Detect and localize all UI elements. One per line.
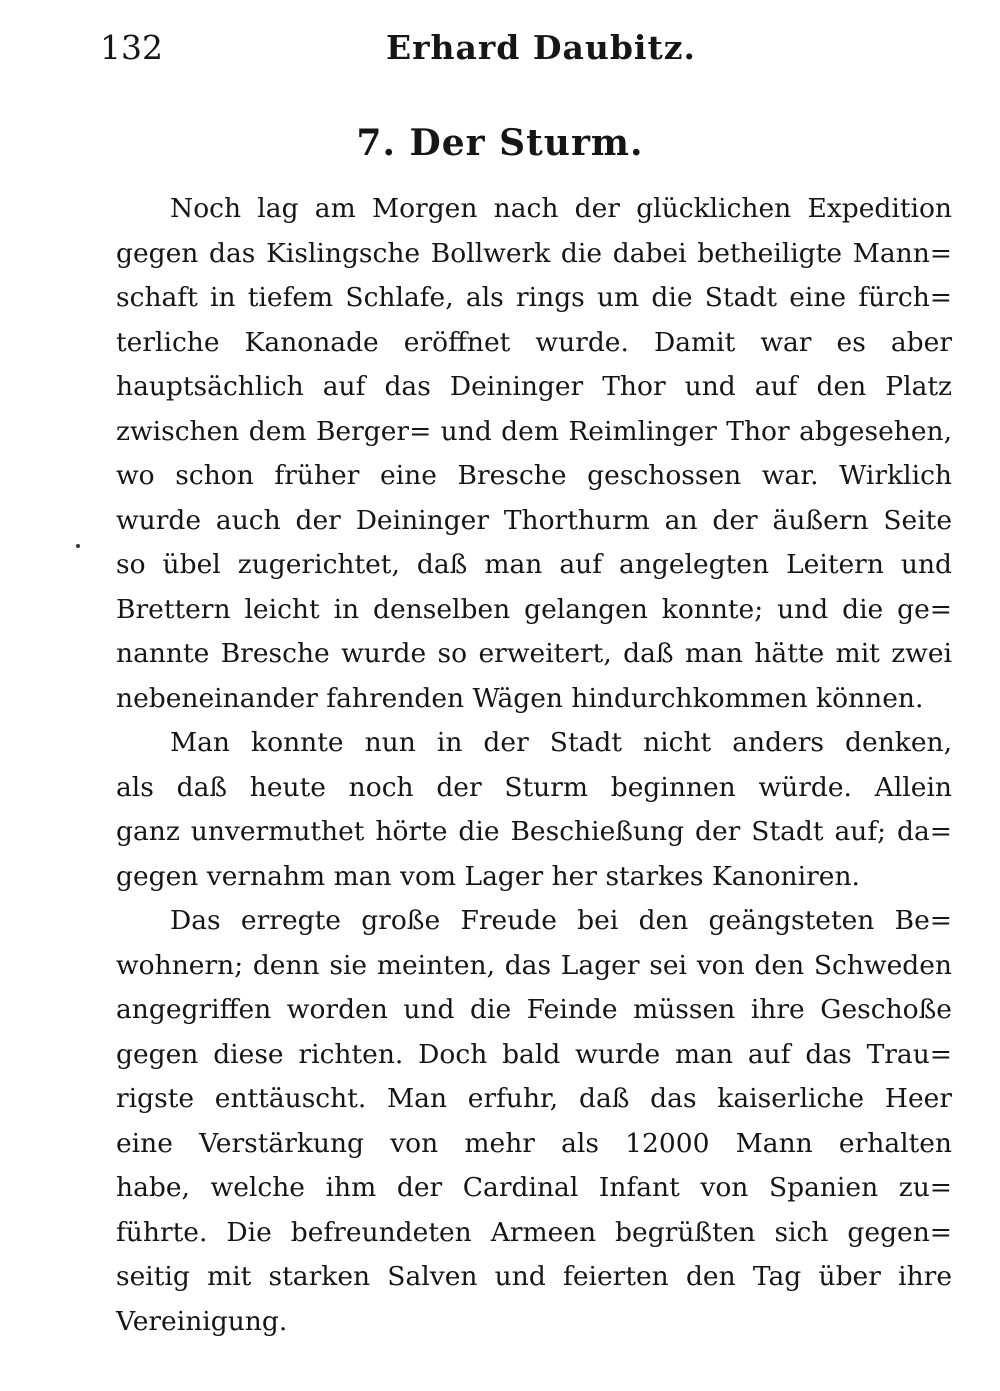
text-line: führte. Die befreundeten Armeen begrüßten sich gegen= [116,1216,952,1248]
text-line: nebeneinander fahrenden Wägen hindurchkommen können. [116,682,924,714]
text-line: Noch lag am Morgen nach der glücklichen Expedition [170,193,952,224]
text-line: hauptsächlich auf das Deininger Thor und auf den Platz [116,371,952,402]
text-line: wurde auch der Deininger Thorthurm an der äußern Seite [116,504,952,536]
paragraph-3 [116,899,952,1344]
text-line: Brettern leicht in denselben gelangen konnte; und die ge= [116,593,952,625]
text-line: Das erregte große Freude bei den geängsteten Be= [170,905,952,936]
running-title: Erhard Daubitz. [386,28,696,67]
text-line: Man konnte nun in der Stadt nicht anders denken, [170,727,952,758]
text-line: wohnern; denn sie meinten, das Lager sei von den Schweden [116,949,952,981]
text-line: seitig mit starken Salven und feierten den Tag über ihre [116,1261,952,1292]
margin-speck [76,544,80,548]
text-line: nannte Bresche wurde so erweitert, daß man hätte mit zwei [116,638,952,669]
text-line: rigste enttäuscht. Man erfuhr, daß das kaiserliche Heer [116,1083,952,1114]
chapter-title: 7. Der Sturm. [356,122,644,164]
page-number: 132 [100,28,163,67]
text-line: angegriffen worden und die Feinde müssen ihre Geschoße [116,994,952,1025]
text-line: schaft in tiefem Schlafe, als rings um die Stadt eine fürch= [116,282,952,313]
text-line: gegen das Kislingsche Bollwerk die dabei betheiligte Mann= [116,237,952,269]
text-line: eine Verstärkung von mehr als 12000 Mann erhalten [116,1127,952,1159]
text-line: gegen vernahm man vom Lager her starkes Kanoniren. [116,860,860,892]
body-text [116,187,952,1344]
paragraph-2 [116,721,952,899]
text-line: gegen diese richten. Doch bald wurde man auf das Trau= [116,1038,952,1070]
text-line: habe, welche ihm der Cardinal Infant von Spanien zu= [116,1172,952,1203]
text-line: zwischen dem Berger= und dem Reimlinger Thor abgesehen, [116,415,952,447]
text-line: wo schon früher eine Bresche geschossen war. Wirklich [116,460,952,491]
running-head [86,22,946,74]
text-line: als daß heute noch der Sturm beginnen würde. Allein [116,771,952,803]
paragraph-1 [116,187,952,721]
text-line: terliche Kanonade eröffnet wurde. Damit war es aber [116,326,952,358]
text-line: so übel zugerichtet, daß man auf angelegten Leitern und [116,549,952,580]
text-line: ganz unvermuthet hörte die Beschießung der Stadt auf; da= [116,816,952,847]
text-line: Vereinigung. [116,1305,288,1337]
